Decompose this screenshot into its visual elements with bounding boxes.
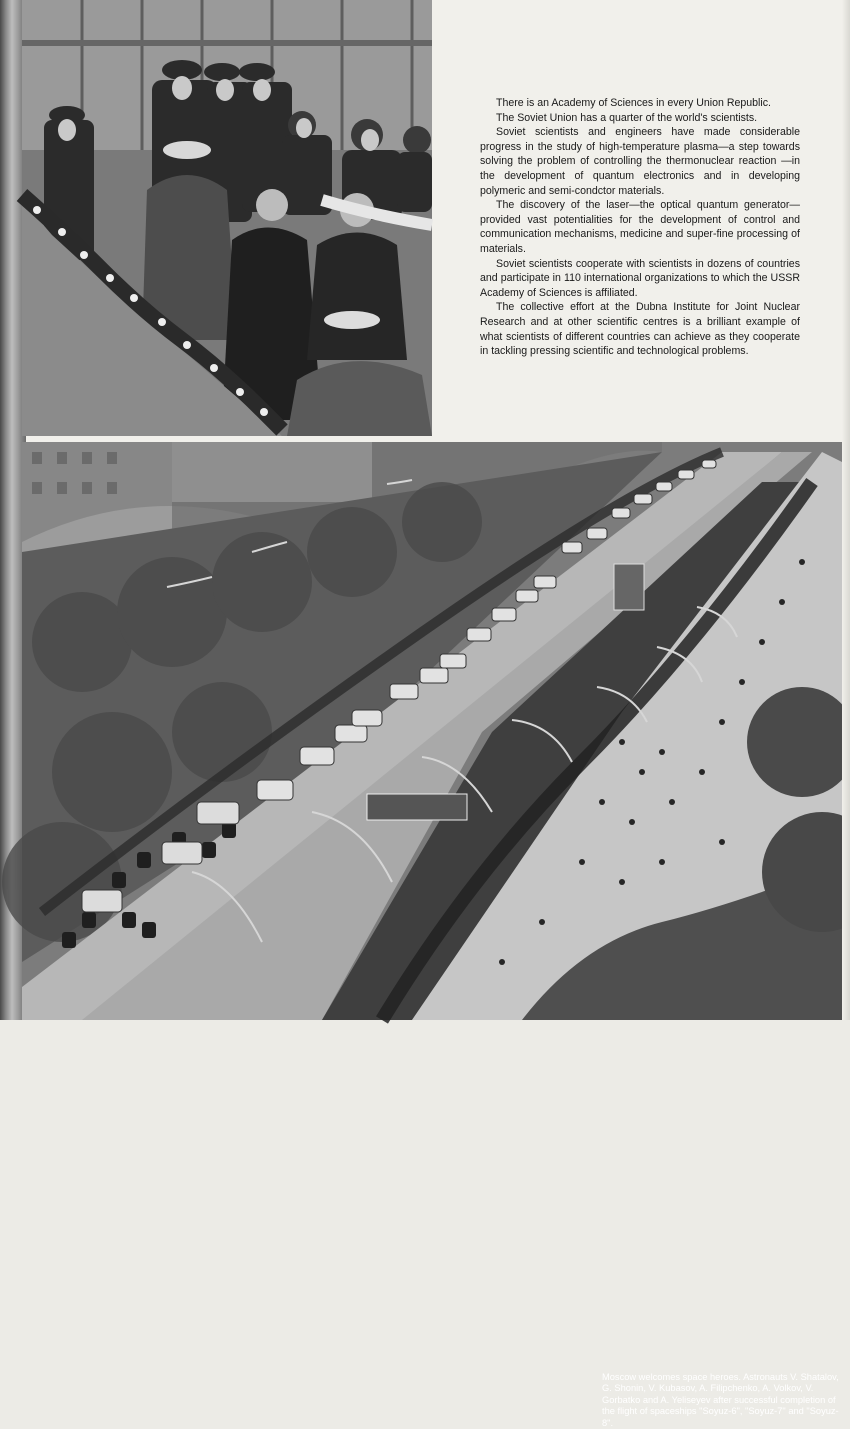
- photo-caption: Moscow welcomes space heroes. Astronauts V. Shatalov, G. Shonin, V. Kubasov, A. Filipchenko, A. Volkov, V. Gorbatko and A. Yeliseyev after successful completion of the flight of spaceships "Soyuz-6", "Soyuz-7" and "Soyuz-8".: [602, 1372, 839, 1428]
- paragraph-quarter-scientists: The Soviet Union has a quarter of the world's scientists.: [496, 111, 758, 124]
- paragraph-academy: There is an Academy of Sciences in every Union Republic.: [496, 97, 771, 109]
- tribune-photograph: [22, 0, 432, 436]
- tribune-photograph-image: [22, 0, 432, 436]
- paragraph-laser: The discovery of the laser—the optical quantum generator—provided vast potentialities for the development of control and communication mechanisms, medicine and super-fine processing of materials.: [480, 199, 800, 255]
- page-edge-shadow: [842, 0, 850, 1020]
- paragraph-dubna: The collective effort at the Dubna Institute for Joint Nuclear Research and at other scientific centres is a brilliant example of what scientists of different countries can achieve as they cooperate in tackling pressing scientific and technological problems.: [480, 301, 800, 358]
- motorcade-photograph-image: [22, 442, 842, 1020]
- paragraph-cooperation: Soviet scientists cooperate with scientists in dozens of countries and participate in 110 international organizations to which the USSR Academy of Sciences is affiliated.: [480, 257, 800, 299]
- paragraph-plasma-research: Soviet scientists and engineers have made considerable progress in the study of high-temperature plasma—a step towards solving the problem of controlling the thermonuclear reaction —in the development of quantum electronics and in developing polymeric and semi-condctor materials.: [480, 126, 800, 197]
- article-body: [480, 96, 800, 359]
- motorcade-photograph: [22, 442, 842, 1428]
